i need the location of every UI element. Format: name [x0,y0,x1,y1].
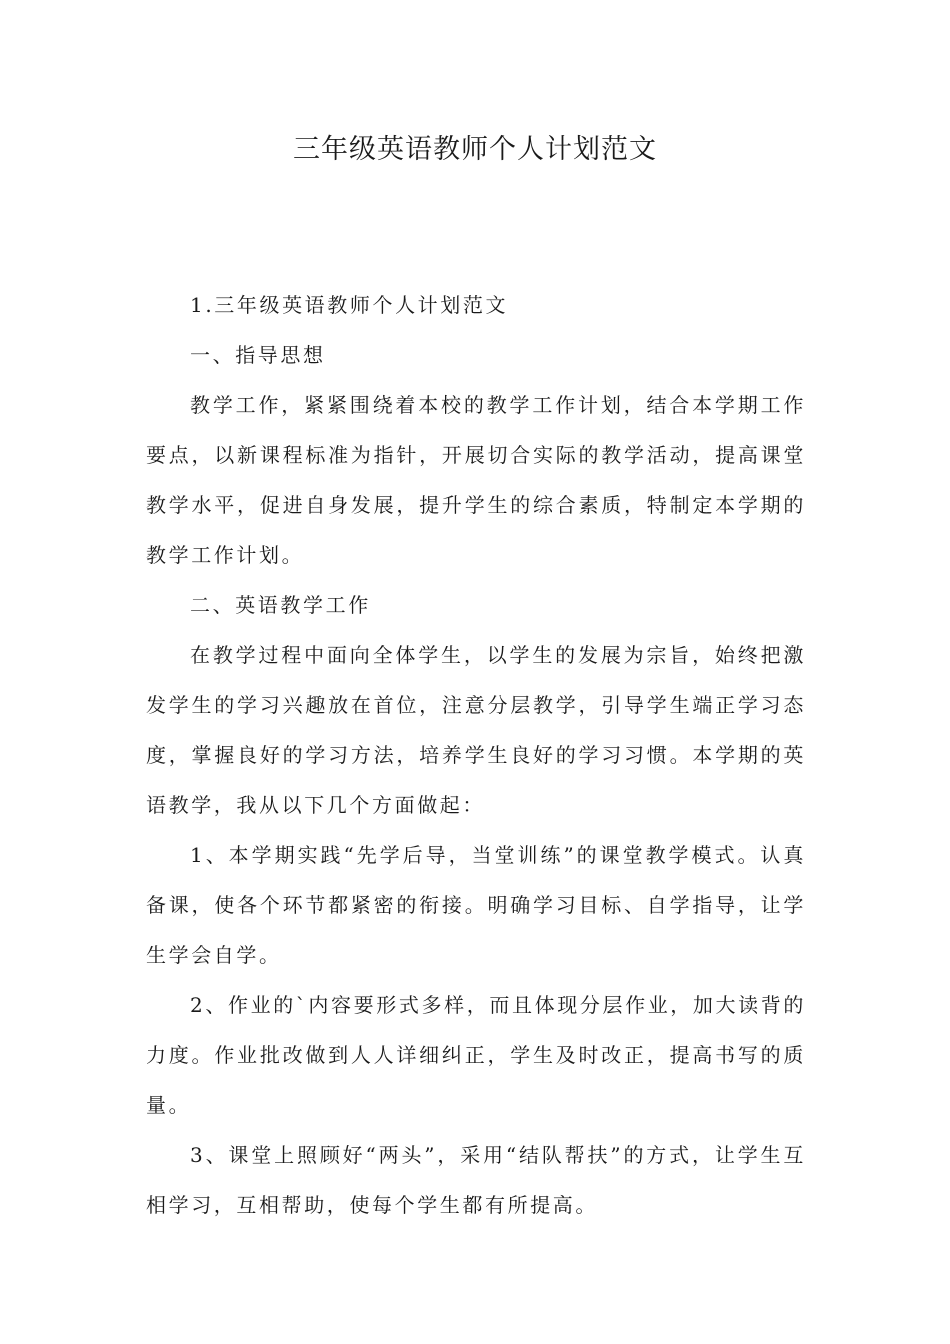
paragraph-item-3: 3、课堂上照顾好“两头”，采用“结队帮扶”的方式，让学生互相学习，互相帮助，使每个学生都有所提高。 [146,1143,806,1217]
document-title: 三年级英语教师个人计划范文 [293,134,657,165]
paragraph-section-2-heading: 二、英语教学工作 [190,593,371,617]
paragraph-teaching-overview: 在教学过程中面向全体学生，以学生的发展为宗旨，始终把激发学生的学习兴趣放在首位，注意分层教学，引导学生端正学习态度，掌握良好的学习方法，培养学生良好的学习习惯。本学期的英语教学，我从以下几个方面做起： [146,643,806,817]
paragraph-item-1: 1、本学期实践“先学后导，当堂训练”的课堂教学模式。认真备课，使各个环节都紧密的衔接。明确学习目标、自学指导，让学生学会自学。 [146,843,806,967]
paragraph-heading-1: 1.三年级英语教师个人计划范文 [190,293,509,317]
paragraph-guiding-thought: 教学工作，紧紧围绕着本校的教学工作计划，结合本学期工作要点，以新课程标准为指针，开展切合实际的教学活动，提高课堂教学水平，促进自身发展，提升学生的综合素质，特制定本学期的教学工作计划。 [146,393,806,567]
paragraph-item-2: 2、作业的`内容要形式多样，而且体现分层作业，加大读背的力度。作业批改做到人人详细纠正，学生及时改正，提高书写的质量。 [146,993,806,1117]
paragraph-section-1-heading: 一、指导思想 [190,343,326,367]
document-body [146,280,806,1230]
